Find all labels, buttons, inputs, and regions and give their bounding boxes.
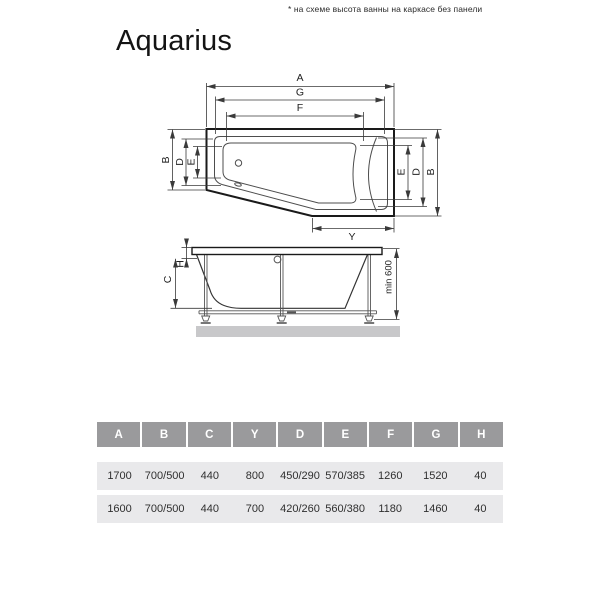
col-header-a: A [97,422,140,447]
cell: 1600 [107,503,132,515]
dim-label-b-left: B [160,156,172,164]
dim-label-h: H [174,260,187,268]
col-header-b: B [142,422,185,447]
dim-label-d-right: D [410,168,423,176]
dim-label-b-right: B [425,168,437,176]
cell: 700/500 [144,503,185,515]
rim-slab [192,248,382,255]
table-row [97,495,503,523]
dim-label-c: C [162,275,174,284]
cell: 800 [245,470,265,482]
frame-feet [201,316,375,323]
cell: 450/290 [280,470,320,482]
cell: 700/500 [144,470,185,482]
cell: 560/380 [325,503,365,515]
table-row [97,462,503,490]
col-header-f: F [369,422,412,447]
col-header-y: Y [233,422,276,447]
cell: 1260 [377,470,403,482]
col-header-c: C [188,422,231,447]
front-view [162,241,400,338]
cell: 40 [474,503,487,515]
dim-label-f: F [296,102,304,114]
dim-label-e-left: E [185,158,198,166]
cell: 1700 [107,470,132,482]
cell: 1520 [423,470,448,482]
dim-label-g: G [295,86,305,99]
cell: 440 [200,503,219,515]
dim-label-a: A [296,72,304,84]
col-header-h: H [460,422,503,447]
dimension-table [97,422,503,528]
col-header-d: D [278,422,321,447]
ground-bar [196,326,400,337]
cell: 700 [245,503,265,515]
tub-profile [197,255,368,309]
table-header-row [97,422,503,447]
dim-label-y: Y [348,231,356,243]
cell: 570/385 [325,470,365,482]
cell: 1180 [378,503,403,515]
rail-clip [287,311,296,313]
col-header-g: G [414,422,457,447]
dim-label-d-left: D [174,158,186,166]
page-title: Aquarius [116,25,233,57]
col-header-e: E [324,422,367,447]
dim-label-min-height: min 600 [383,260,395,294]
dim-label-e-right: E [395,168,408,176]
cell: 1460 [423,503,448,515]
tub-outer-outline [207,129,395,216]
cell: 40 [474,470,487,482]
plan-view [160,72,442,243]
footnote: * на схеме высота ванны на каркасе без панели [288,4,483,14]
cell: 440 [200,470,219,482]
cell: 420/260 [280,503,320,515]
overflow-hole-front [274,256,281,263]
